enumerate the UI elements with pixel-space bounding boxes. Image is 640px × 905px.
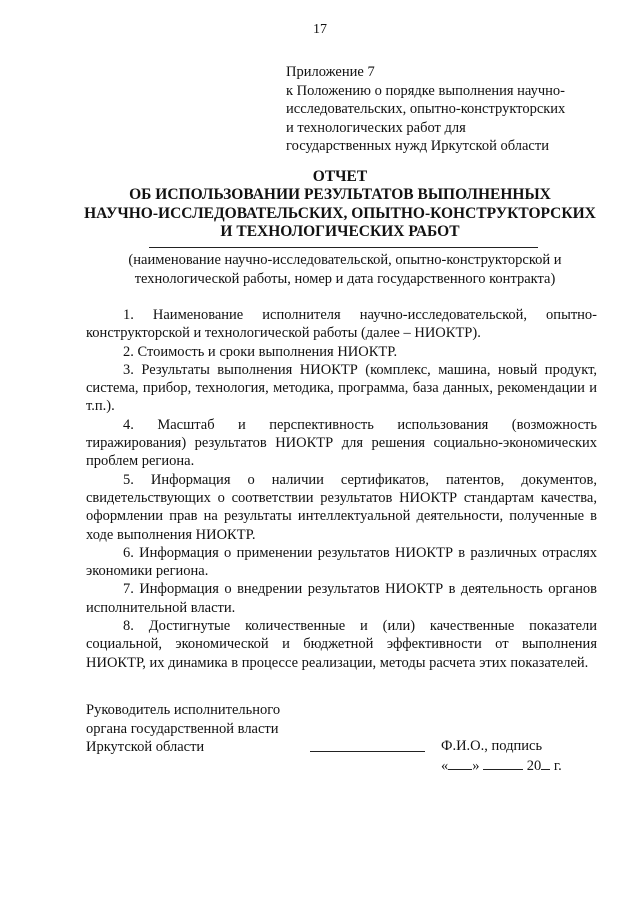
signatory-line: Руководитель исполнительного bbox=[86, 702, 281, 718]
report-item: 8. Достигнутые количественные и (или) качественные показатели социальной, экономической и бюджетной эффективности от выполнения НИОКТР, их динамика в процессе реализации, методы расчета этих показателей. bbox=[86, 618, 597, 671]
year-prefix: 20 bbox=[526, 758, 542, 774]
report-item: 2. Стоимость и сроки выполнения НИОКТР. bbox=[123, 343, 398, 360]
report-item: 6. Информация о применении результатов НИОКТР в различных отраслях экономики региона. bbox=[86, 544, 597, 580]
document-title bbox=[60, 168, 620, 241]
report-item: 7. Информация о внедрении результатов НИОКТР в деятельность органов исполнительной власти. bbox=[86, 581, 597, 616]
signature-fill-line bbox=[310, 751, 425, 752]
title-line: И ТЕХНОЛОГИЧЕСКИХ РАБОТ bbox=[220, 222, 460, 240]
title-line: ОТЧЕТ bbox=[312, 168, 368, 185]
page-number: 17 bbox=[313, 22, 327, 37]
signatory-line: Иркутской области bbox=[86, 739, 205, 755]
title-line: ОБ ИСПОЛЬЗОВАНИИ РЕЗУЛЬТАТОВ ВЫПОЛНЕННЫХ bbox=[129, 186, 551, 204]
fio-signature-label: Ф.И.О., подпись bbox=[441, 738, 543, 754]
month-blank bbox=[483, 756, 523, 770]
report-item: 4. Масштаб и перспективность использования (возможность тиражирования) результатов НИОКТР для решения социально-экономических проблем региона. bbox=[86, 416, 597, 470]
year-suffix: г. bbox=[553, 758, 562, 774]
appendix-line: исследовательских, опытно-конструкторских bbox=[286, 101, 566, 117]
year-blank bbox=[541, 756, 550, 770]
work-name-fill-line bbox=[149, 247, 538, 248]
report-item: 1. Наименование исполнителя научно-исследовательской, опытно-конструкторской и технологической работы (далее – НИОКТР). bbox=[86, 307, 597, 342]
hint-line: технологической работы, номер и дата государственного контракта) bbox=[134, 270, 556, 287]
report-item: 3. Результаты выполнения НИОКТР (комплекс, машина, новый продукт, система, прибор, технология, методика, программа, база данных, рекомендации и т.п.). bbox=[86, 361, 597, 415]
appendix-reference bbox=[286, 63, 606, 156]
signatory-line: органа государственной власти bbox=[86, 720, 279, 737]
appendix-line: Приложение 7 bbox=[286, 64, 375, 80]
report-items-list bbox=[86, 306, 597, 672]
date-line bbox=[441, 756, 562, 776]
report-item: 5. Информация о наличии сертификатов, патентов, документов, свидетельствующих о соответствии результатов НИОКТР стандартам качества, оформлении прав на результаты интеллектуальной деятельности, полученные в ходе выполнения НИОКТР. bbox=[86, 471, 597, 543]
date-open-quote: « bbox=[441, 758, 449, 774]
hint-line: (наименование научно-исследовательской, опытно-конструкторской и bbox=[128, 252, 562, 268]
appendix-line: и технологических работ для bbox=[286, 119, 466, 136]
work-name-hint bbox=[95, 251, 595, 288]
appendix-line: государственных нужд Иркутской области bbox=[286, 138, 549, 154]
date-close-quote: » bbox=[472, 758, 480, 774]
day-blank bbox=[448, 756, 472, 770]
signatory-title bbox=[86, 701, 280, 757]
title-line: НАУЧНО-ИССЛЕДОВАТЕЛЬСКИХ, ОПЫТНО-КОНСТРУКТОРСКИХ bbox=[84, 204, 596, 222]
appendix-line: к Положению о порядке выполнения научно- bbox=[286, 82, 565, 99]
